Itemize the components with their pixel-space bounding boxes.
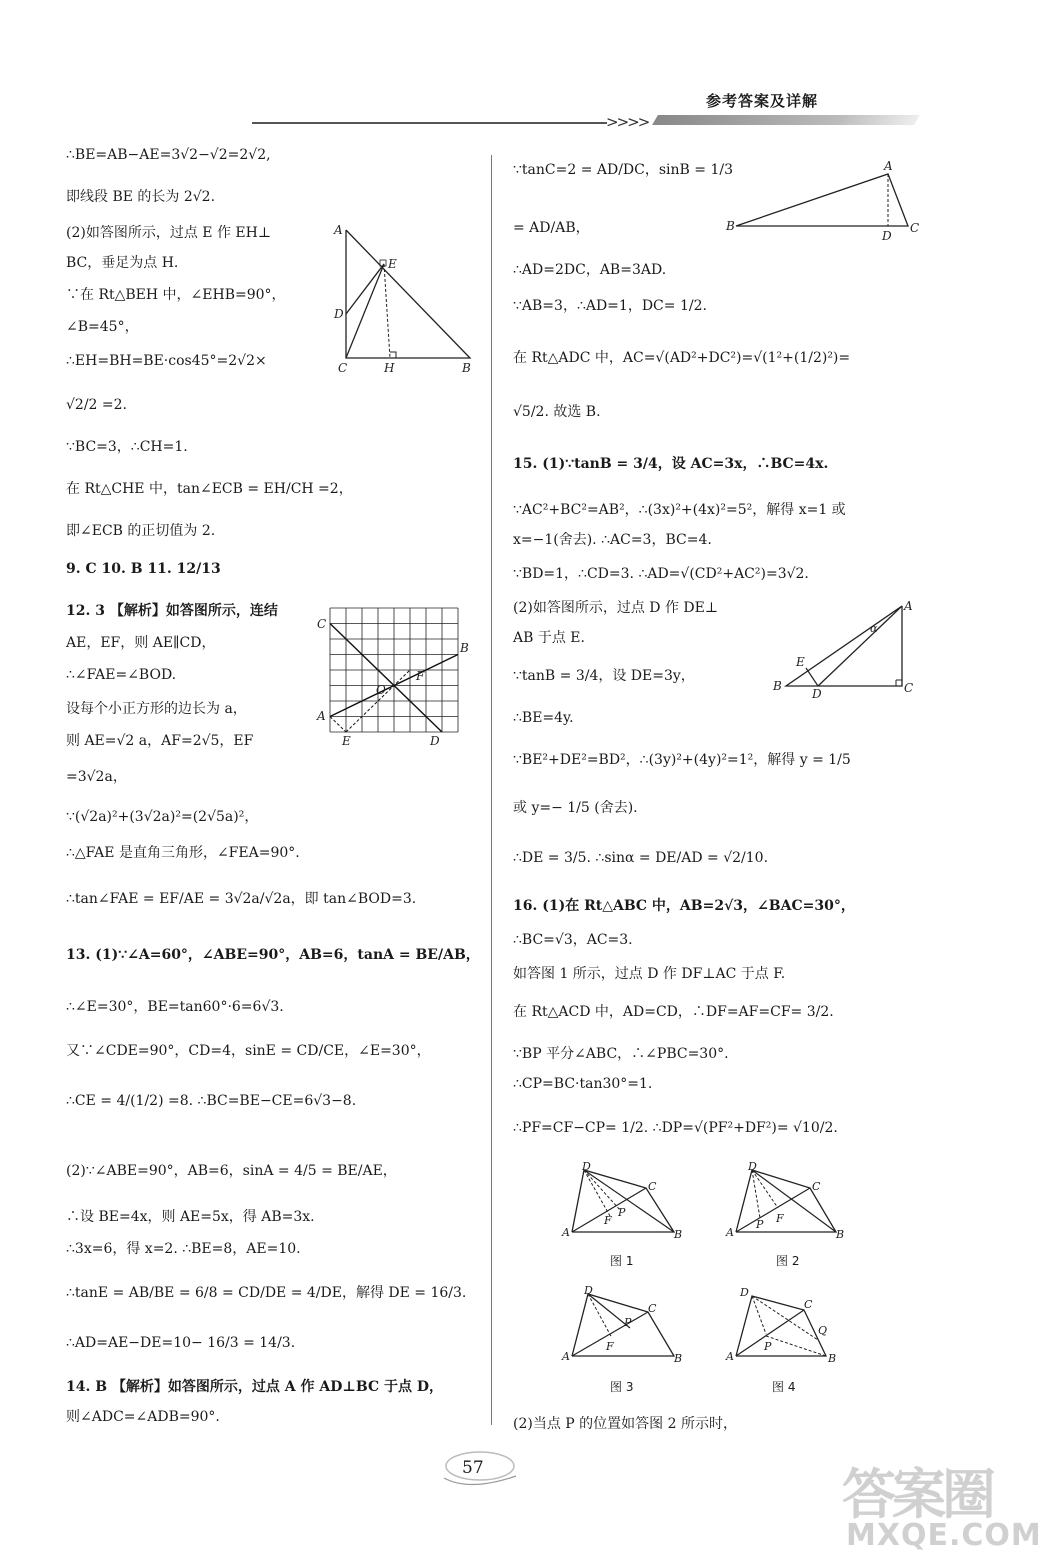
label-a: A [726,1226,734,1239]
left-line: √2/2 =2. [66,397,127,413]
left-line: ∴BE=AB−AE=3√2−√2=2√2, [66,147,271,163]
left-line: ∴3x=6，得 x=2. ∴BE=8，AE=10. [66,1241,301,1257]
left-line: 设每个小正方形的边长为 a， [66,701,247,717]
label-a: A [884,159,893,173]
left-line: 即线段 BE 的长为 2√2. [66,189,216,205]
right-line: √5/2. 故选 B. [513,404,601,420]
label-c: C [317,617,327,631]
label-f: F [604,1214,612,1227]
right-line: ∴PF=CF−CP= 1/2. ∴DP=√(PF²+DF²)= √10/2. [513,1120,838,1136]
right-line: ∴AD=2DC，AB=3AD. [513,262,667,278]
label-q: Q [818,1324,828,1337]
figure-4 [726,1284,851,1366]
label-f: F [776,1212,784,1225]
label-p: P [618,1206,626,1219]
label-o: O [376,683,386,697]
right-line: ∵BP 平分∠ABC，∴∠PBC=30°. [513,1046,729,1062]
left-line: 13. (1)∵∠A=60°，∠ABE=90°，AB=6，tanA = BE/AB， [66,947,480,963]
right-line: (2)如答图所示，过点 D 作 DE⊥ [513,600,719,616]
label-d: D [740,1286,749,1299]
label-a: A [562,1226,570,1239]
label-f: F [606,1340,614,1353]
right-line: x=−1(舍去). ∴AC=3，BC=4. [513,532,712,548]
label-c: C [904,681,914,695]
label-d: D [582,1160,591,1173]
header-rule [252,122,607,124]
right-line: 15. (1)∵tanB = 3/4，设 AC=3x，∴BC=4x. [513,456,829,472]
label-b: B [462,361,471,375]
column-divider [491,155,492,1425]
label-d: D [748,1160,757,1173]
right-line: 在 Rt△ACD 中，AD=CD，∴DF=AF=CF= 3/2. [513,1004,834,1020]
header-arrows: >>>> [606,113,649,131]
figure-3 [562,1284,687,1366]
left-line: 又∵∠CDE=90°，CD=4，sinE = CD/CE，∠E=30°， [66,1043,431,1059]
label-d: D [882,229,892,243]
label-d: D [430,734,440,748]
right-line: ∵tanB = 3/4，设 DE=3y， [513,668,695,684]
left-line: ∴△FAE 是直角三角形，∠FEA=90°. [66,845,300,861]
left-line: ∴tanE = AB/BE = 6/8 = CD/DE = 4/DE，解得 DE = 16/3. [66,1285,467,1301]
label-b: B [460,641,469,655]
label-e: E [342,734,351,748]
caption-figure-4: 图 4 [772,1380,796,1394]
label-p: P [756,1218,764,1231]
figure-triangle-de [770,598,920,702]
left-line: ∵BC=3，∴CH=1. [66,439,188,455]
watermark [832,1452,1042,1562]
label-c: C [338,361,348,375]
left-line: 9. C 10. B 11. 12/13 [66,561,221,577]
right-line: ∵AB=3，∴AD=1，DC= 1/2. [513,298,707,314]
figure-1 [562,1160,687,1242]
label-alpha: α [870,622,878,635]
right-line: 或 y=− 1/5 (舍去). [513,800,638,816]
label-b: B [726,219,735,233]
header-title: 参考答案及详解 [706,92,819,110]
left-line: ∴∠E=30°，BE=tan60°·6=6√3. [66,999,284,1015]
label-c: C [648,1302,657,1315]
left-line: ∴EH=BH=BE·cos45°=2√2× [66,353,267,369]
label-d: D [334,307,344,321]
caption-figure-1: 图 1 [610,1254,634,1268]
left-line: 即∠ECB 的正切值为 2. [66,523,216,539]
left-line: 则∠ADC=∠ADB=90°. [66,1409,220,1425]
figure-triangle-beh [332,222,480,374]
figure-2 [726,1160,851,1242]
left-line: ∵(√2a)²+(3√2a)²=(2√5a)²， [66,809,259,825]
header-band [652,115,920,125]
right-line: (2)当点 P 的位置如答图 2 所示时， [513,1416,737,1432]
label-p: P [624,1316,632,1329]
right-line: 在 Rt△ADC 中，AC=√(AD²+DC²)=√(1²+(1/2)²)= [513,350,851,366]
watermark-line1: 答案圈 [842,1463,992,1526]
left-line: AE，EF，则 AE∥CD， [66,635,216,651]
left-line: ∴AD=AE−DE=10− 16/3 = 14/3. [66,1335,296,1351]
label-d: D [584,1284,593,1297]
left-line: 12. 3 【解析】如答图所示，连结 [66,603,278,619]
right-line: = AD/AB， [513,220,590,236]
left-line: ∴∠FAE=∠BOD. [66,667,177,683]
watermark-line2: MXQE.COM [846,1518,1042,1553]
label-c: C [910,221,920,235]
caption-figure-2: 图 2 [776,1254,800,1268]
left-line: ∴设 BE=4x，则 AE=5x，得 AB=3x. [66,1209,315,1225]
left-line: BC，垂足为点 H. [66,255,179,271]
page-number: 57 [462,1458,484,1478]
label-d: D [812,687,822,701]
right-line: AB 于点 E. [513,630,585,646]
caption-figure-3: 图 3 [610,1380,634,1394]
right-line: 16. (1)在 Rt△ABC 中，AB=2√3，∠BAC=30°， [513,898,855,914]
label-b: B [674,1352,683,1365]
label-c: C [648,1180,657,1193]
left-line: 14. B 【解析】如答图所示，过点 A 作 AD⊥BC 于点 D， [66,1379,443,1395]
label-b: B [836,1228,845,1241]
left-line: (2)∵∠ABE=90°，AB=6，sinA = 4/5 = BE/AE， [66,1163,397,1179]
right-line: ∵AC²+BC²=AB²，∴(3x)²+(4x)²=5²，解得 x=1 或 [513,502,846,518]
right-line: 如答图 1 所示，过点 D 作 DF⊥AC 于点 F. [513,966,786,982]
left-line: 在 Rt△CHE 中，tan∠ECB = EH/CH =2， [66,481,353,497]
label-e: E [796,655,805,669]
label-b: B [828,1352,837,1365]
figure-grid [314,600,474,750]
right-line: ∴BE=4y. [513,710,574,726]
label-a: A [726,1350,734,1363]
label-a: A [334,223,343,237]
label-a: A [904,599,913,613]
left-line: =3√2a， [66,769,127,785]
right-line: ∵tanC=2 = AD/DC，sinB = 1/3 [513,162,733,178]
right-line: ∵BD=1，∴CD=3. ∴AD=√(CD²+AC²)=3√2. [513,566,809,582]
figure-triangle-adc [724,158,924,242]
label-h: H [384,361,395,375]
right-line: ∴DE = 3/5. ∴sinα = DE/AD = √2/10. [513,850,769,866]
left-line: (2)如答图所示，过点 E 作 EH⊥ [66,225,271,241]
left-line: ∵在 Rt△BEH 中，∠EHB=90°， [66,287,286,303]
right-line: ∴BC=√3，AC=3. [513,932,633,948]
left-line: ∴CE = 4/(1/2) =8. ∴BC=BE−CE=6√3−8. [66,1093,357,1109]
label-a: A [317,709,326,723]
label-p: P [764,1340,772,1353]
label-c: C [812,1180,821,1193]
label-b: B [674,1228,683,1241]
left-line: ∴tan∠FAE = EF/AE = 3√2a/√2a，即 tan∠BOD=3. [66,891,417,907]
left-line: ∠B=45°， [66,319,139,335]
label-c: C [804,1298,813,1311]
label-f: F [416,669,425,683]
label-b: B [773,679,782,693]
right-line: ∵BE²+DE²=BD²，∴(3y)²+(4y)²=1²，解得 y = 1/5 [513,752,851,768]
label-e: E [388,257,397,271]
right-line: ∴CP=BC·tan30°=1. [513,1076,653,1092]
label-a: A [562,1350,570,1363]
left-line: 则 AE=√2 a，AF=2√5，EF [66,733,254,749]
